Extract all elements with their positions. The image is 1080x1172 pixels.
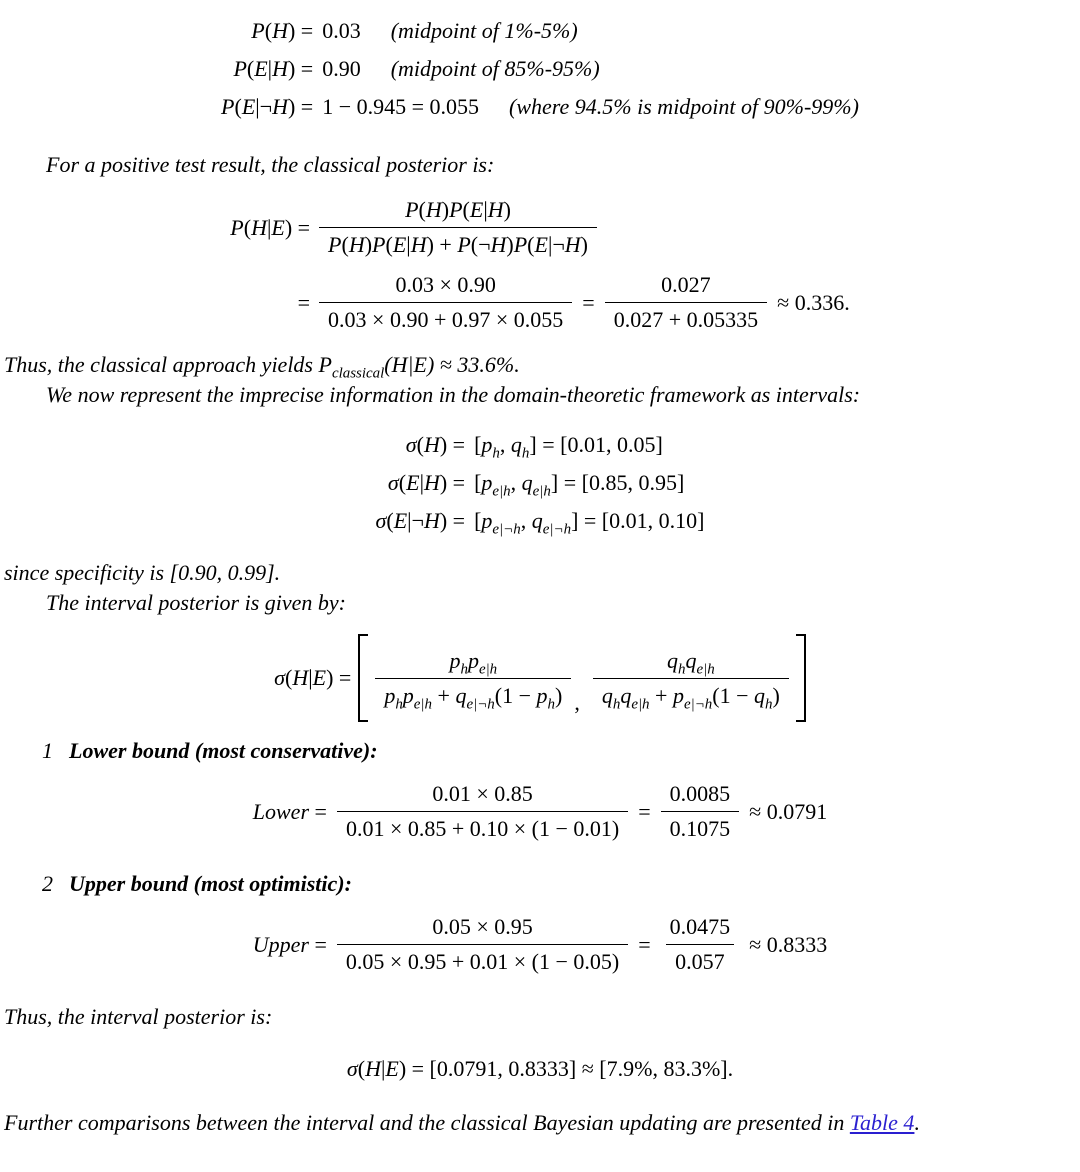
equation-rhs: [319, 196, 597, 259]
fraction: [661, 780, 740, 843]
paragraph-interval-posterior: The interval posterior is given by:: [46, 590, 347, 615]
fraction-numerator: 0.05 × 0.95: [432, 914, 533, 939]
left-bracket: [358, 634, 368, 722]
heading-upper-bound: [42, 869, 1080, 899]
equation-lhs: σ(E|¬H) =: [375, 508, 466, 533]
equation-priors: [0, 12, 1080, 126]
fraction-numerator: 0.027: [661, 272, 711, 297]
equation-upper-bound: [0, 913, 1080, 976]
equation-interval-result: σ(H|E) = [0.0791, 0.8333] ≈ [7.9%, 83.3%].: [346, 1056, 734, 1081]
table-4-link[interactable]: Table 4: [849, 1110, 915, 1135]
equation-rhs: [$p_{e|\neg h}$, $q_{e|\neg h}] = [0.01$, 0.10]: [474, 508, 705, 538]
approx-result: ≈ 0.8333: [749, 931, 828, 957]
paragraph-specificity: since specificity is [0.90, 0.99].: [4, 560, 281, 585]
paragraph-thus-interval: Thus, the interval posterior is:: [4, 1004, 273, 1029]
approx-result: ≈ 0.336.: [777, 289, 850, 315]
equation-lhs: σ(H) =: [405, 432, 466, 457]
fraction-numerator: $q_hq_{e|h}$: [666, 647, 715, 677]
equals-sign: =: [638, 798, 651, 824]
heading-lower-bound: [42, 736, 1080, 766]
heading-title: Upper bound (most optimistic):: [69, 871, 352, 896]
fraction: [337, 913, 628, 976]
fraction-denominator: 0.03 × 0.90 + 0.97 × 0.055: [319, 302, 572, 334]
equation-rhs: [322, 12, 577, 50]
heading-number: 2: [42, 871, 53, 896]
comma-separator: ,: [574, 690, 580, 715]
equation-lhs: P(E|¬H) =: [221, 94, 314, 119]
fraction-denominator: $q_hq_{e|h} + p_{e|\neg h}(1 - q_h)$: [593, 678, 789, 710]
fraction-denominator: 0.027 + 0.05335: [605, 302, 767, 334]
equation-note: (where 94.5% is midpoint of 90%-99%): [509, 94, 859, 119]
fraction-numerator: P(H)P(E|H): [405, 197, 511, 222]
fraction-denominator: $p_hp_{e|h} + q_{e|\neg h}(1 - p_h)$: [375, 678, 571, 710]
fraction-denominator: 0.1075: [661, 811, 740, 843]
paragraph-text: Further comparisons between the interval and the classical Bayesian updating are presented in: [4, 1110, 850, 1135]
fraction-upper-bound: [593, 647, 789, 710]
equation-value: 0.03: [322, 18, 361, 43]
equation-rhs: [$p_h$, $q_h] = [0.01$, 0.05]: [474, 432, 663, 462]
equation-lhs: P(H|E) =: [230, 214, 311, 240]
equation-rhs: [322, 88, 859, 126]
fraction-lower-bound: [375, 647, 571, 710]
equation-value: 1 − 0.945 = 0.055: [322, 94, 480, 119]
fraction-denominator: 0.05 × 0.95 + 0.01 × (1 − 0.05): [337, 944, 628, 976]
equation-rhs: [$p_{e|h}$, $q_{e|h}] = [0.85$, 0.95]: [474, 470, 685, 500]
fraction: [605, 271, 767, 334]
equation-lhs: P(H) =: [251, 18, 314, 43]
equation-note: (midpoint of 1%-5%): [390, 18, 578, 43]
fraction: [661, 913, 740, 976]
fraction-denominator: 0.057: [666, 944, 734, 976]
equation-lhs: Upper =: [252, 931, 327, 957]
fraction-numerator: 0.03 × 0.90: [395, 272, 496, 297]
paragraph-positive-test: For a positive test result, the classical posterior is:: [46, 152, 495, 177]
paragraph-thus-classical: Thus, the classical approach yields $P_{classical}(H|E) \approx 33.6\%$.: [4, 352, 520, 382]
right-bracket: [796, 634, 806, 722]
paragraph-further-comparisons: [4, 1108, 1076, 1138]
fraction: [319, 196, 597, 259]
equation-interval-posterior-formula: [0, 634, 1080, 722]
equation-rhs: [322, 50, 599, 88]
fraction: [337, 780, 628, 843]
fraction-numerator: $p_hp_{e|h}$: [449, 647, 498, 677]
equation-lhs: σ(E|H) =: [387, 470, 466, 495]
fraction-numerator: 0.0475: [669, 914, 731, 939]
equation-classical-posterior: [0, 196, 1080, 334]
paragraph-imprecise: We now represent the imprecise information in the domain-theoretic framework as intervals:: [46, 382, 861, 407]
equation-lhs: σ(H|E) =: [274, 665, 352, 690]
equation-lhs: =: [297, 289, 311, 315]
approx-result: ≈ 0.0791: [749, 798, 828, 824]
heading-title: Lower bound (most conservative):: [69, 738, 378, 763]
fraction-denominator: P(H)P(E|H) + P(¬H)P(E|¬H): [319, 227, 597, 259]
paragraph-text: .: [914, 1110, 920, 1135]
fraction-denominator: 0.01 × 0.85 + 0.10 × (1 − 0.01): [337, 811, 628, 843]
equation-note: (midpoint of 85%-95%): [390, 56, 600, 81]
equation-sigma-intervals: [0, 426, 1080, 540]
heading-number: 1: [42, 738, 53, 763]
fraction: [319, 271, 572, 334]
equation-lhs: Lower =: [252, 798, 327, 824]
equation-rhs: [319, 271, 850, 334]
equation-lower-bound: [0, 780, 1080, 843]
equals-sign: =: [638, 931, 651, 957]
equation-value: 0.90: [322, 56, 361, 81]
fraction-numerator: 0.0085: [669, 781, 731, 806]
equals-sign: =: [582, 289, 595, 315]
equation-lhs: P(E|H) =: [233, 56, 314, 81]
fraction-numerator: 0.01 × 0.85: [432, 781, 533, 806]
